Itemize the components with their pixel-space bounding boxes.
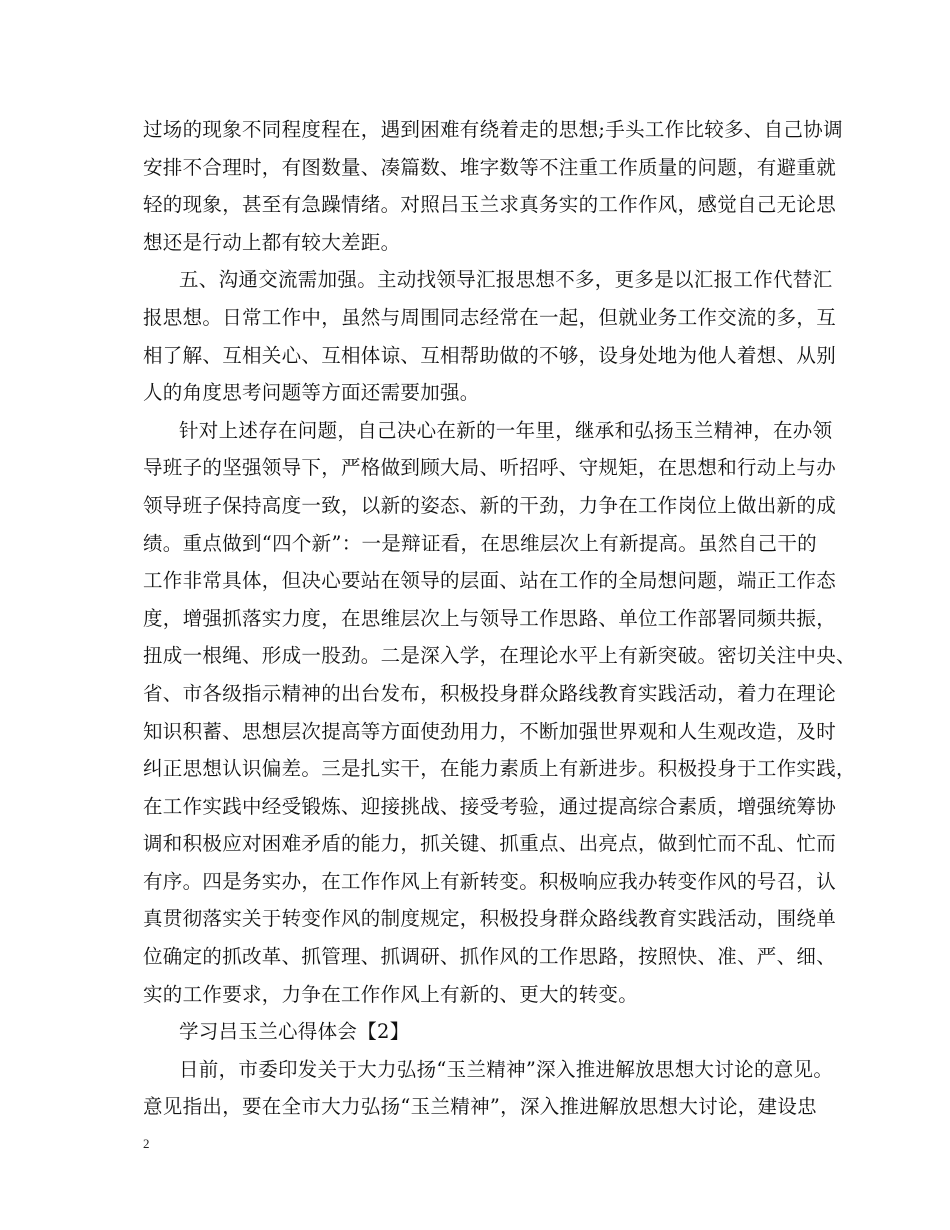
text-line: 有序。四是务实办，在工作作风上有新转变。积极响应我办转变作风的号召，认 [143, 869, 837, 893]
text-line: 真贯彻落实关于转变作风的制度规定，积极投身群众路线教育实践活动，围绕单 [143, 907, 837, 931]
text-line: 安排不合理时，有图数量、凑篇数、堆字数等不注重工作质量的问题，有避重就 [143, 155, 837, 179]
text-line: 相了解、互相关心、互相体谅、互相帮助做的不够，设身处地为他人着想、从别 [143, 343, 837, 367]
text-line: 学习吕玉兰心得体会【2】 [179, 1020, 410, 1044]
page-number: 2 [143, 1136, 150, 1151]
text-line: 导班子的坚强领导下，严格做到顾大局、听招呼、守规矩，在思想和行动上与办 [143, 456, 837, 480]
text-line: 实的工作要求，力争在工作作风上有新的、更大的转变。 [143, 982, 639, 1006]
text-line: 过场的现象不同程度程在，遇到困难有绕着走的思想;手头工作比较多、自己协调 [143, 118, 843, 141]
text-line: 调和积极应对困难矛盾的能力，抓关键、抓重点、出亮点，做到忙而不乱、忙而 [143, 832, 837, 856]
text-line: 在工作实践中经受锻炼、迎接挑战、接受考验，通过提高综合素质，增强统筹协 [143, 794, 837, 818]
text-line: 绩。重点做到“四个新”：一是辩证看，在思维层次上有新提高。虽然自己干的 [143, 531, 817, 555]
text-line: 针对上述存在问题，自己决心在新的一年里，继承和弘扬玉兰精神，在办领 [179, 418, 833, 442]
body-text [143, 111, 856, 1126]
text-line: 扭成一根绳、形成一股劲。二是深入学，在理论水平上有新突破。密切关注中央、 [143, 644, 856, 668]
text-line: 五、沟通交流需加强。主动找领导汇报思想不多，更多是以汇报工作代替汇 [179, 268, 833, 292]
text-line: 知识积蓄、思想层次提高等方面使劲用力，不断加强世界观和人生观改造，及时 [143, 719, 837, 743]
text-line: 意见指出，要在全市大力弘扬“玉兰精神”，深入推进解放思想大讨论，建设忠 [143, 1095, 817, 1119]
text-line: 纠正思想认识偏差。三是扎实干，在能力素质上有新进步。积极投身于工作实践， [143, 757, 856, 781]
text-line: 想还是行动上都有较大差距。 [143, 230, 401, 254]
text-line: 工作非常具体，但决心要站在领导的层面、站在工作的全局想问题，端正工作态 [143, 569, 837, 593]
text-line: 位确定的抓改革、抓管理、抓调研、抓作风的工作思路，按照快、准、严、细、 [143, 945, 837, 969]
text-line: 人的角度思考问题等方面还需要加强。 [143, 381, 480, 405]
text-line: 报思想。日常工作中，虽然与周围同志经常在一起，但就业务工作交流的多，互 [143, 305, 837, 329]
text-line: 轻的现象，甚至有急躁情绪。对照吕玉兰求真务实的工作作风，感觉自己无论思 [143, 193, 837, 217]
text-line: 日前，市委印发关于大力弘扬“玉兰精神”深入推进解放思想大讨论的意见。 [179, 1057, 834, 1081]
text-line: 领导班子保持高度一致，以新的姿态、新的干劲，力争在工作岗位上做出新的成 [143, 493, 837, 517]
text-line: 度，增强抓落实力度，在思维层次上与领导工作思路、单位工作部署同频共振， [143, 606, 837, 630]
text-line: 省、市各级指示精神的出台发布，积极投身群众路线教育实践活动，着力在理论 [143, 681, 837, 705]
